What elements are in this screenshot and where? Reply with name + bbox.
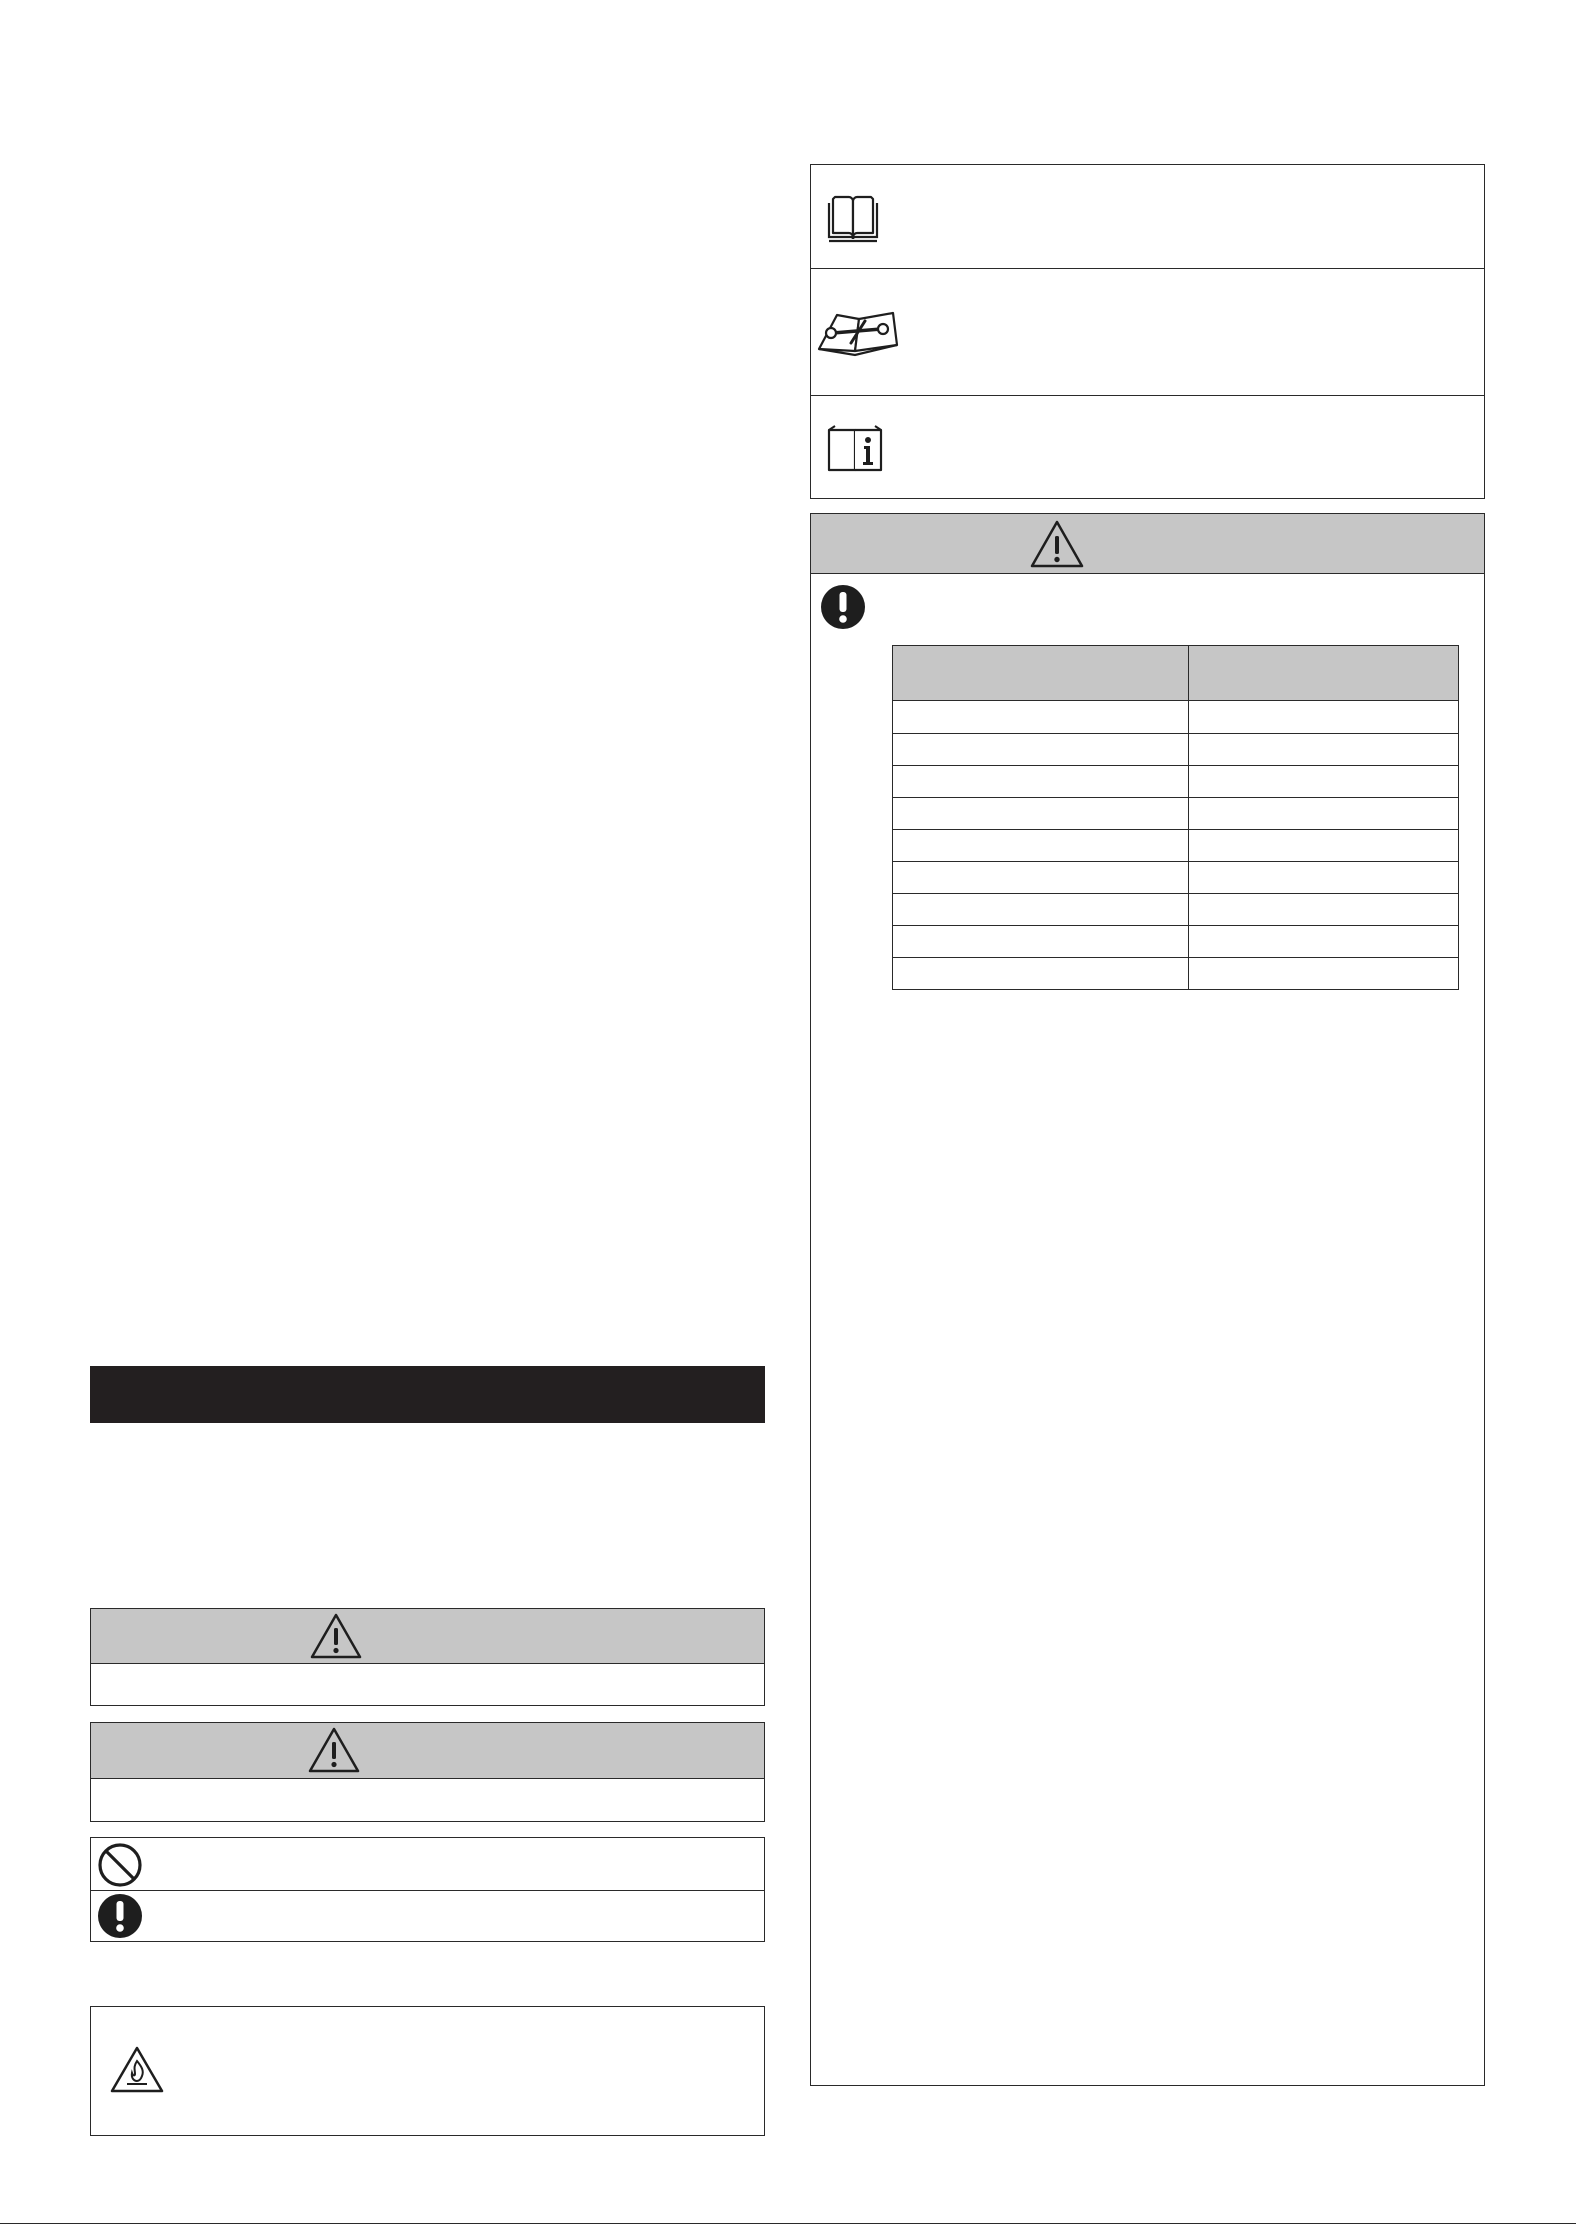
warning-panel — [810, 513, 1485, 2086]
manual-reference-box — [810, 164, 1485, 499]
mandatory-action-icon — [820, 584, 866, 630]
table-row — [893, 894, 1458, 926]
manual-row-operation — [811, 165, 1484, 268]
table-row — [893, 766, 1458, 798]
page-footer-rule — [0, 2223, 1576, 2224]
section-heading-bar — [90, 1366, 765, 1423]
warning-triangle-icon — [309, 1612, 363, 1660]
manual-row-service — [811, 269, 1484, 395]
caution-box — [90, 1722, 765, 1822]
table-row — [893, 702, 1458, 734]
table-row — [893, 862, 1458, 894]
service-manual-icon — [815, 305, 901, 361]
flammable-warning-icon — [109, 2045, 165, 2095]
warning-triangle-icon — [1029, 519, 1085, 569]
table-row — [893, 734, 1458, 766]
caution-box-header — [91, 1723, 764, 1779]
table-row — [893, 798, 1458, 830]
flammable-notice-box — [90, 2006, 765, 2136]
book-icon — [825, 193, 881, 245]
table-row — [893, 926, 1458, 958]
refrigerant-table — [892, 645, 1459, 990]
warning-triangle-icon — [307, 1726, 361, 1774]
prohibition-row — [91, 1838, 764, 1890]
warning-box — [90, 1608, 765, 1706]
symbol-legend-box — [90, 1837, 765, 1942]
mandatory-row — [91, 1891, 764, 1942]
prohibition-icon — [97, 1842, 143, 1888]
mandatory-action-icon — [97, 1893, 143, 1939]
manual-row-info — [811, 396, 1484, 499]
info-manual-icon — [825, 424, 885, 474]
warning-box-header — [91, 1609, 764, 1664]
table-row — [893, 958, 1458, 989]
table-header-row — [893, 646, 1458, 701]
table-row — [893, 830, 1458, 862]
warning-panel-header — [811, 514, 1484, 574]
